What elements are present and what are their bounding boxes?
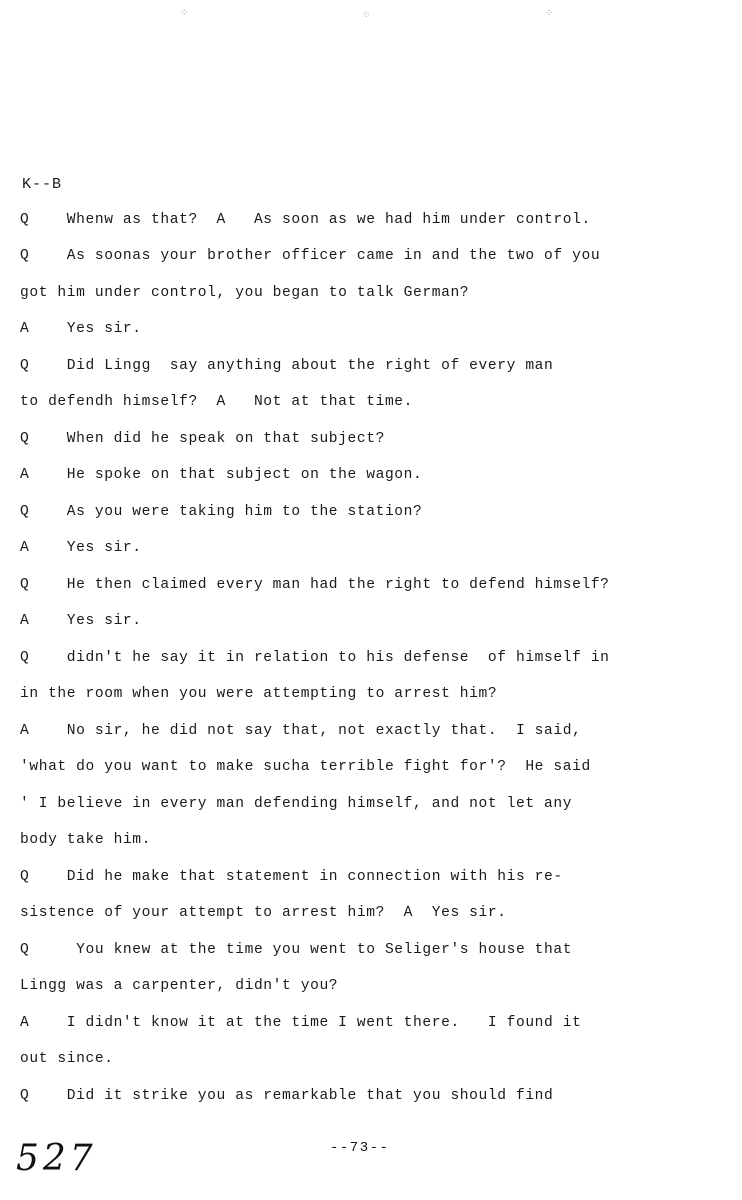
transcript-line: Q Did it strike you as remarkable that you should find bbox=[20, 1088, 554, 1104]
transcript-line: got him under control, you began to talk German? bbox=[20, 285, 470, 301]
scan-speck: ⁘ bbox=[362, 11, 371, 22]
transcript-line: 'what do you want to make sucha terrible fight for'? He said bbox=[20, 759, 591, 775]
transcript-line: A Yes sir. bbox=[20, 613, 142, 629]
transcript-line: Q As you were taking him to the station? bbox=[20, 504, 423, 520]
transcript-line: A He spoke on that subject on the wagon. bbox=[20, 467, 423, 483]
handwritten-page-number: 527 bbox=[16, 1138, 97, 1179]
transcript-line: Q He then claimed every man had the right to defend himself? bbox=[20, 577, 610, 593]
transcript-line: Q didn't he say it in relation to his defense of himself in bbox=[20, 650, 610, 666]
transcript-line: Q Did he make that statement in connection with his re- bbox=[20, 869, 563, 885]
transcript-line: Q You knew at the time you went to Seliger's house that bbox=[20, 942, 573, 958]
transcript-line: A I didn't know it at the time I went there. I found it bbox=[20, 1015, 582, 1031]
transcript-line: ' I believe in every man defending himself, and not let any bbox=[20, 796, 573, 812]
transcript-line: out since. bbox=[20, 1051, 114, 1067]
transcript-line: A No sir, he did not say that, not exactly that. I said, bbox=[20, 723, 582, 739]
page-number: --73-- bbox=[330, 1140, 390, 1156]
transcript-line: Q Did Lingg say anything about the right of every man bbox=[20, 358, 554, 374]
transcript-line: sistence of your attempt to arrest him? A Yes sir. bbox=[20, 905, 507, 921]
transcript-line: Q Whenw as that? A As soon as we had him under control. bbox=[20, 212, 591, 228]
transcript-line: to defendh himself? A Not at that time. bbox=[20, 394, 414, 410]
transcript-line: Q As soonas your brother officer came in and the two of you bbox=[20, 248, 601, 264]
transcript-line: Lingg was a carpenter, didn't you? bbox=[20, 978, 339, 994]
transcript-line: in the room when you were attempting to arrest him? bbox=[20, 686, 498, 702]
scan-speck: ⁘ bbox=[545, 9, 554, 20]
page-header: K--B bbox=[22, 176, 63, 193]
transcript-line: body take him. bbox=[20, 832, 152, 848]
transcript-line: Q When did he speak on that subject? bbox=[20, 431, 385, 447]
transcript-line: A Yes sir. bbox=[20, 540, 142, 556]
transcript-line: A Yes sir. bbox=[20, 321, 142, 337]
scan-speck: ⁘ bbox=[180, 9, 189, 20]
